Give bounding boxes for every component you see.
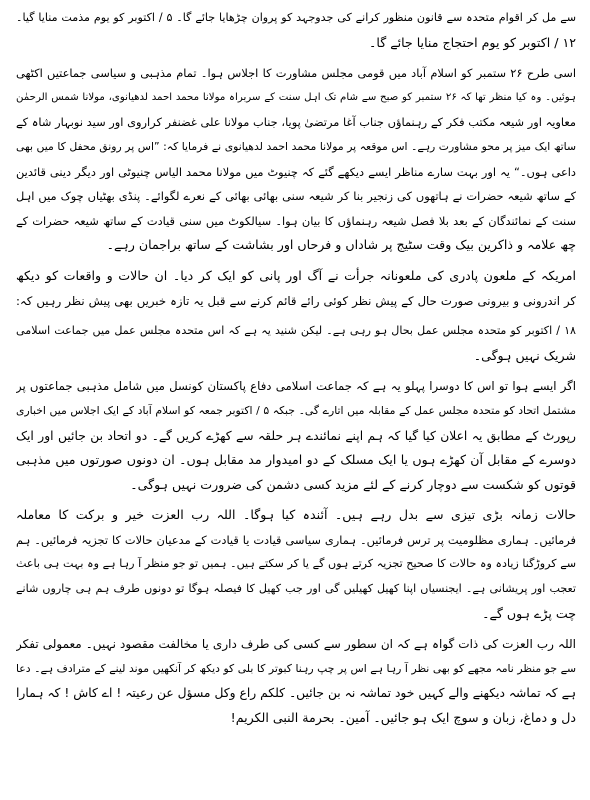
text-line: حالات زمانہ بڑی تیزی سے بدل رہے ہیں۔ آئندہ کیا ہوگا۔ اللہ رب العزت خیر و برکت کا معاملہ: [16, 507, 576, 523]
paragraph-6: [16, 503, 576, 626]
text-line: دوسرے کے مقابل آن کھڑے ہوں یا ایک مسلک کے دو امیدوار مد مقابل ہوں۔ ان دونوں صورتوں میں مذہبی: [16, 452, 576, 468]
text-line: امریکہ کے ملعون پادری کی ملعونانہ جرأت نے آگ اور پانی کو ایک کر دیا۔ ان حالات و واقعات کو دیکھ: [16, 267, 576, 283]
paragraph-7: [16, 632, 576, 730]
text-line: اللہ رب العزت کی ذات گواہ ہے کہ ان سطور سے کسی کی طرف داری یا مخالفت مقصود نہیں۔ معمولی تفکر: [16, 637, 576, 652]
paragraph-1: [16, 6, 576, 55]
text-line: شریک نہیں ہوگی۔: [473, 347, 576, 363]
paragraph-3: [16, 264, 576, 313]
text-line: قوتوں کو شکست سے دوچار کرنے کے لئے مزید کسی دشمن کی ضرورت نہیں ہوگی۔: [130, 476, 576, 492]
text-line: داعی ہوں۔“ یہ اور بہت سارے مناظر ایسے دیکھے گئے کہ چنیوٹ میں مولانا محمد الیاس چنیوٹی اور دیگر دینی قائدین: [16, 164, 576, 179]
text-line: سنت کے نمائندگان کے بعد بلا فصل شیعہ رہنماؤں کا بیان ہوا۔ سیالکوٹ میں سنی قیادت کے ساتھ شیعہ حضرات کے: [16, 213, 576, 228]
text-line: اسی طرح ۲۶ ستمبر کو اسلام آباد میں قومی مجلس مشاورت کا اجلاس ہوا۔ تمام مذہبی و سیاسی جماعتیں اکٹھی: [16, 66, 576, 81]
text-line: ہے کہ تماشہ دیکھنے والے کہیں خود تماشہ نہ بن جائیں۔ کلکم راع وکل مسؤل عن رعیتہ ! اے کاش ! کہ ہمارا: [16, 686, 576, 701]
paragraph-4: [16, 319, 576, 368]
text-line: چت پڑے ہوں گے۔: [482, 605, 576, 621]
text-line: کے ساتھ شیعہ حضرات نے ہاتھوں کی زنجیر بنا کر شیعہ سنی بھائی بھائی کے نعرے لگوائے۔ پنڈی بھٹیاں چوک میں اہل: [16, 189, 576, 204]
text-line: سے مل کر اقوام متحدہ سے قانون منظور کرانے کی جدوجہد کو پروان چڑھایا جائے گا۔ ۵ / اکتوبر کو یوم مذمت منایا گیا۔: [16, 11, 576, 24]
text-line: اگر ایسے ہوا تو اس کا دوسرا پہلو یہ ہے کہ جماعت اسلامی دفاع پاکستان کونسل میں شامل مذہبی جماعتوں پر: [16, 379, 576, 394]
text-line: کر اندرونی و بیرونی صورت حال کے پیش نظر کوئی رائے قائم کرنے سے قبل یہ تازہ خبریں بھی پیش نظر رہیں کہ:: [16, 293, 576, 308]
text-line: فرمائیں۔ ہماری مظلومیت پر ترس فرمائیں۔ ہماری سیاسی قیادت یا قیادت کے مدعیان حالات کا تجزیہ فرمائیں۔ ہم: [16, 532, 576, 547]
text-line: تعجب اور پریشانی ہے۔ ایجنسیاں اپنا کھیل کھیلیں گی اور جب کھیل کا فیصلہ ہوگا تو دونوں طرف ہم ہی چاروں شانے: [16, 582, 576, 596]
text-line: ہوئیں۔ وہ کیا منظر تھا کہ ۲۶ ستمبر کو صبح سے شام تک اہل سنت کے سربراہ مولانا محمد احمد لدھیانوی، مولانا شمس الرحمٰن: [16, 91, 576, 103]
text-line: سے کروڑگنا زیادہ وہ حالات کا صحیح تجزیہ کرتے ہوں گے یا کر سکتے ہیں۔ ہمیں تو جو منظر آ رہا ہے وہ بہت ہی باعث: [16, 557, 576, 571]
text-line: رپورٹ کے مطابق یہ اعلان کیا گیا کہ ہم اپنے نمائندے ہر حلقہ سے کھڑے کریں گے۔ دو اتحاد بن جائیں اور ایک: [16, 428, 576, 443]
text-line: دل و دماغ، زبان و سوچ ایک ہو جائیں۔ آمین۔ بحرمة النبی الکریم!: [230, 710, 576, 726]
text-line: ۱۲ / اکتوبر کو یوم احتجاج منایا جائے گا۔: [369, 34, 576, 50]
text-line: ساتھ ایک میز پر محو مشاورت رہے۔ اس موقعہ پر مولانا محمد احمد لدھیانوی نے فرمایا کہ: ”اس پر رونق محفل کا میں بھی: [16, 139, 576, 153]
text-line: معاویہ اور شیعہ مکتب فکر کے رہنماؤں جناب آغا مرتضیٰ پویا، جناب مولانا علی غضنفر کراروی اور سید نوبہار شاہ کے: [16, 115, 576, 130]
text-line: ۱۸ / اکتوبر کو متحدہ مجلس عمل بحال ہو رہی ہے۔ لیکن شنید یہ ہے کہ اس متحدہ مجلس عمل میں جماعت اسلامی: [16, 324, 576, 338]
text-line: سے جو منظر نامہ مجھے کو بھی نظر آ رہا ہے اس پر چپ رہنا کبوتر کا بلی کو دیکھ کر آنکھیں موند لینے کے مترادف ہے۔ دعا: [16, 661, 576, 675]
text-line: مشتمل اتحاد کو متحدہ مجلس عمل کے مقابلہ میں اتارے گی۔ جبکہ ۵ / اکتوبر جمعہ کو اسلام آباد کے ایک اجلاس میں اخباری: [16, 403, 576, 417]
paragraph-2: [16, 61, 576, 258]
text-line: چھ علامہ و ذاکرین بیک وقت سٹیج پر شاداں و فرحاں اور بشاشت کے ساتھ براجمان رہے۔: [106, 237, 576, 253]
paragraph-5: [16, 374, 576, 497]
